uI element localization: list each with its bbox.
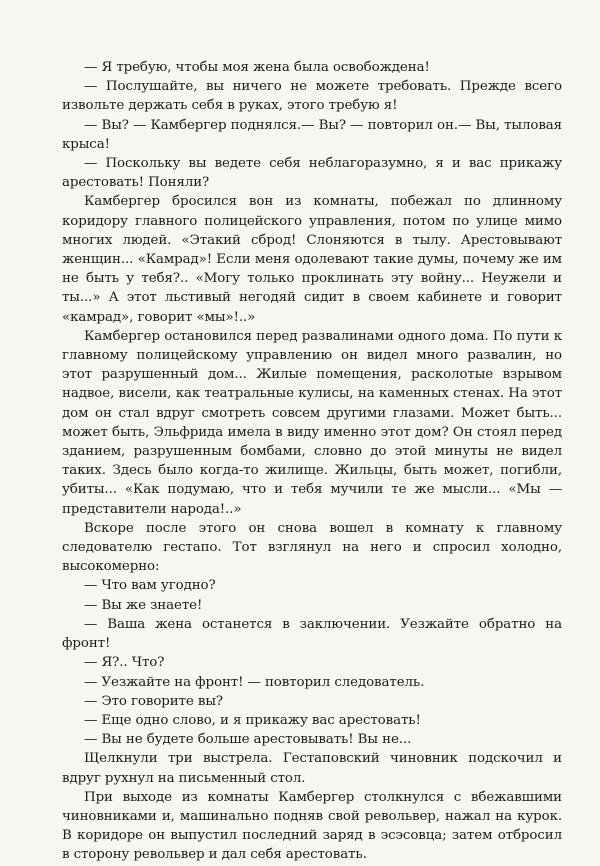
paragraph: — Ваша жена останется в заключении. Уезжайте обратно на фронт! xyxy=(62,616,562,652)
paragraph: Камбергер бросился вон из комнаты, побежал по длинному коридору главного полицейского управления, потом по улице мимо многих людей. «Этакий сброд! Слоняются в тылу. Арестовывают женщин... «Камрад»! Если меня одолевают такие думы, почему же им не быть у тебя?.. «Могу только проклинать эту войну... Неужели и ты...» А этот льстивый негодяй сидит в своем кабинете и говорит «камрад», говорит «мы»!..» xyxy=(62,194,562,325)
paragraph: При выходе из комнаты Камбергер столкнулся с вбежавшими чиновниками и, машинально подняв свой револьвер, нажал на курок. В коридоре он выпустил последний заряд в эсэсовца; затем отбросил в сторону револьвер и дал себя арестовать. xyxy=(62,789,562,863)
paragraph: — Вы не будете больше арестовывать! Вы не... xyxy=(84,732,412,748)
paragraph: — Я требую, чтобы моя жена была освобождена! xyxy=(84,60,430,75)
paragraph: — Я?.. Что? xyxy=(84,655,165,671)
paragraph: — Послушайте, вы ничего не можете требовать. Прежде всего извольте держать себя в руках, этого требую я! xyxy=(62,79,562,114)
paragraph: — Еще одно слово, и я прикажу вас арестовать! xyxy=(84,712,421,728)
paragraph: — Это говорите вы? xyxy=(84,693,223,709)
paragraph: Вскоре после этого он снова вошел в комнату к главному следователю гестапо. Тот взглянул на него и спросил холодно, высокомерно: xyxy=(62,520,562,575)
paragraph: — Поскольку вы ведете себя неблагоразумно, я и вас прикажу арестовать! Поняли? xyxy=(62,156,562,191)
paragraph: — Что вам угодно? xyxy=(84,578,216,594)
paragraph: — Вы? — Камбергер поднялся.— Вы? — повторил он.— Вы, тыловая крыса! xyxy=(62,117,562,152)
paragraph: — Уезжайте на фронт! — повторил следователь. xyxy=(84,674,425,690)
paragraph: Камбергер остановился перед развалинами одного дома. По пути к главному полицейскому управлению он видел много развалин, но этот разрушенный дом... Жилые помещения, расколотые взрывом надвое, висели, как театральные кулисы, на каменных стенах. На этот дом он стал вдруг смотреть совсем другими глазами. Может быть... может быть, Эльфрида имела в виду именно этот дом? Он стоял перед зданием, разрушенным бомбами, словно до этой минуты не видел таких. Здесь было когда-то жилище. Жильцы, быть может, погибли, убиты... «Как подумаю, что и тебя мучили те же мысли... «Мы — представители народа!..» xyxy=(62,328,562,517)
paragraph: — Вы же знаете! xyxy=(84,597,203,613)
paragraph: Щелкнули три выстрела. Гестаповский чиновник подскочил и вдруг рухнул на письменный стол. xyxy=(62,751,562,786)
